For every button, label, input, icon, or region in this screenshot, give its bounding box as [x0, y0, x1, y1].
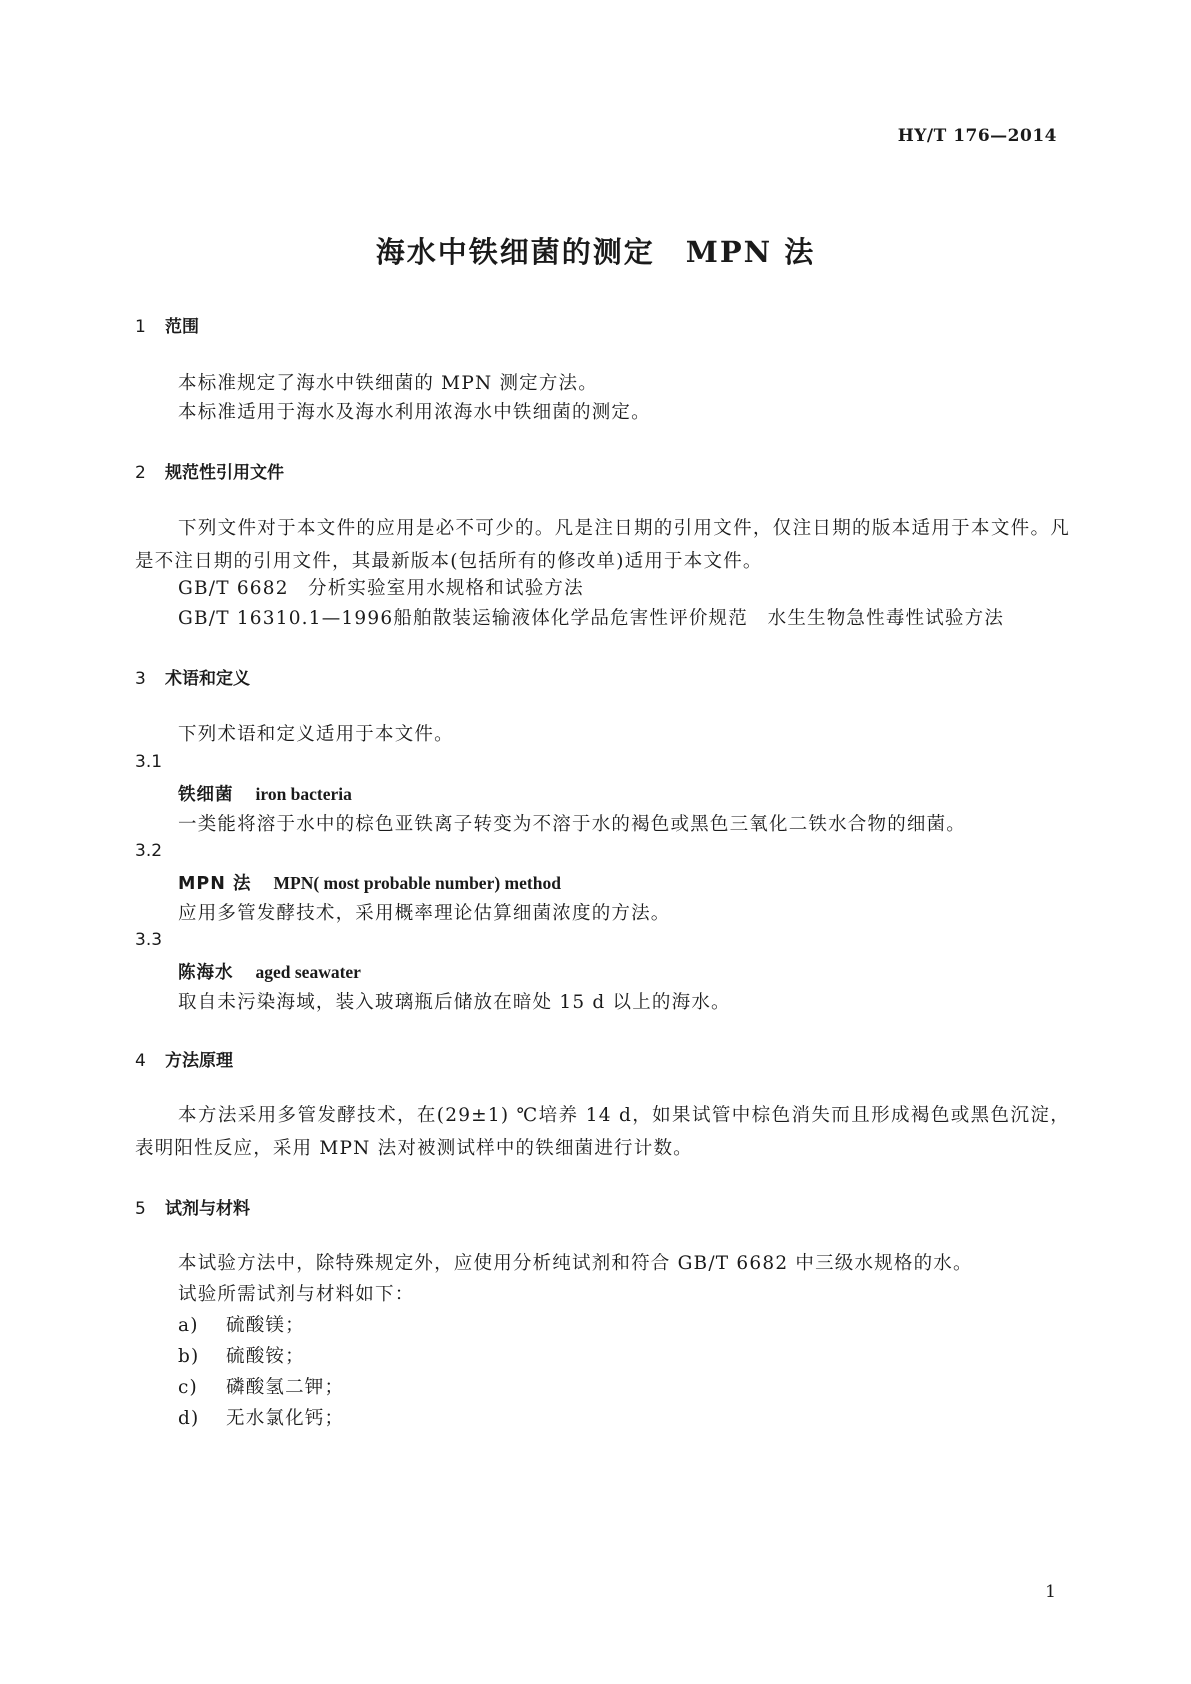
- section-1-paragraph-2: 本标准适用于海水及海水利用浓海水中铁细菌的测定。: [178, 402, 651, 423]
- term-definition: 一类能将溶于水中的棕色亚铁离子转变为不溶于水的褐色或黑色三氧化二铁水合物的细菌。: [178, 814, 967, 835]
- section-5-paragraph-2: 试验所需试剂与材料如下：: [178, 1284, 415, 1305]
- list-text: 磷酸氢二钾；: [226, 1377, 345, 1398]
- reference-title: 船舶散装运输液体化学品危害性评价规范 水生生物急性毒性试验方法: [393, 608, 1005, 629]
- term-number: 3.1: [135, 752, 163, 772]
- page-number: 1: [1045, 1582, 1056, 1602]
- section-number: 2: [135, 463, 146, 483]
- section-5-paragraph-1: 本试验方法中，除特殊规定外，应使用分析纯试剂和符合 GB/T 6682 中三级水规格的水。: [178, 1253, 973, 1274]
- section-4-paragraph: 本方法采用多管发酵技术，在(29±1) ℃培养 14 d，如果试管中棕色消失而且形成褐色或黑色沉淀，表明阳性反应，采用 MPN 法对被测试样中的铁细菌进行计数。: [135, 1105, 1070, 1159]
- list-marker: a): [178, 1315, 199, 1336]
- term-heading: [178, 870, 561, 895]
- section-3-intro: 下列术语和定义适用于本文件。: [178, 724, 454, 745]
- reference-code: GB/T 6682: [178, 578, 289, 599]
- section-title: 规范性引用文件: [165, 463, 284, 483]
- section-5-heading: [135, 1194, 250, 1219]
- section-1-heading: [135, 312, 199, 337]
- list-item: [178, 1373, 344, 1399]
- reference-item: [178, 574, 584, 600]
- term-number: 3.2: [135, 841, 163, 861]
- section-number: 4: [135, 1051, 146, 1071]
- section-1-paragraph-1: 本标准规定了海水中铁细菌的 MPN 测定方法。: [178, 373, 598, 394]
- section-title: 试剂与材料: [165, 1199, 250, 1219]
- term-definition: 取自未污染海域，装入玻璃瓶后储放在暗处 15 d 以上的海水。: [178, 992, 731, 1013]
- section-2-intro: 下列文件对于本文件的应用是必不可少的。凡是注日期的引用文件，仅注日期的版本适用于本文件。凡是不注日期的引用文件，其最新版本(包括所有的修改单)适用于本文件。: [135, 518, 1070, 572]
- list-text: 硫酸镁；: [226, 1315, 305, 1336]
- term-heading: [178, 781, 352, 806]
- section-3-heading: [135, 664, 250, 689]
- section-title: 术语和定义: [165, 669, 250, 689]
- list-item: [178, 1342, 305, 1368]
- reference-title: 分析实验室用水规格和试验方法: [308, 578, 584, 599]
- reference-code: GB/T 16310.1—1996: [178, 608, 394, 629]
- term-chinese: 陈海水: [178, 963, 234, 983]
- section-number: 5: [135, 1199, 146, 1219]
- section-title: 方法原理: [165, 1051, 233, 1071]
- section-number: 3: [135, 669, 146, 689]
- section-title: 范围: [165, 317, 199, 337]
- section-2-heading: [135, 458, 284, 483]
- list-marker: d): [178, 1408, 200, 1429]
- document-title: 海水中铁细菌的测定 MPN 法: [375, 235, 816, 269]
- section-number: 1: [135, 317, 146, 337]
- term-english: iron bacteria: [255, 784, 352, 804]
- list-item: [178, 1404, 344, 1430]
- list-marker: c): [178, 1377, 198, 1398]
- term-chinese: 铁细菌: [178, 785, 234, 805]
- term-english: MPN( most probable number) method: [273, 873, 561, 893]
- list-text: 无水氯化钙；: [226, 1408, 345, 1429]
- reference-item: [178, 604, 1004, 630]
- list-text: 硫酸铵；: [226, 1346, 305, 1367]
- term-heading: [178, 959, 361, 984]
- term-number: 3.3: [135, 930, 163, 950]
- section-4-heading: [135, 1046, 233, 1071]
- term-definition: 应用多管发酵技术，采用概率理论估算细菌浓度的方法。: [178, 903, 671, 924]
- list-marker: b): [178, 1346, 200, 1367]
- term-chinese: MPN 法: [178, 874, 252, 894]
- list-item: [178, 1311, 305, 1337]
- term-english: aged seawater: [255, 962, 361, 982]
- standard-number: HY/T 176—2014: [897, 126, 1057, 146]
